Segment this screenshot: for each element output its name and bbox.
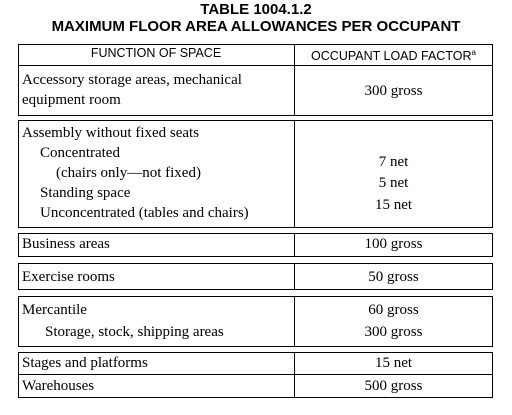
assembly-label: Assembly without fixed seats [22,125,200,141]
assembly-chairs: (chairs only—not fixed) [56,165,201,181]
footnote-marker: a [471,48,476,57]
warehouses-value: 500 gross [364,378,423,394]
assembly-unconcentrated: Unconcentrated (tables and chairs) [40,205,249,221]
exercise-value: 50 gross [368,269,419,285]
mercantile-label: Mercantile [22,302,87,318]
assembly-concentrated: Concentrated [40,145,120,161]
business-value: 100 gross [364,236,423,252]
assembly-concentrated-value: 7 net [378,154,409,170]
table-title: MAXIMUM FLOOR AREA ALLOWANCES PER OCCUPANT [51,18,461,35]
mercantile-value: 60 gross [368,302,419,318]
assembly-standing: Standing space [40,185,131,201]
accessory-label-line1: Accessory storage areas, mechanical [22,72,242,88]
warehouses-label: Warehouses [22,378,95,394]
assembly-unconcentrated-value: 15 net [374,197,413,213]
header-occupant-load-factor [294,43,493,66]
mercantile-storage-value: 300 gross [364,324,423,340]
stages-label: Stages and platforms [22,355,148,371]
accessory-label-line2: equipment room [22,92,121,108]
exercise-label: Exercise rooms [22,269,115,285]
header-function-of-space: FUNCTION OF SPACE [90,46,222,60]
table-number: TABLE 1004.1.2 [200,1,312,18]
mercantile-storage-label: Storage, stock, shipping areas [45,324,224,340]
accessory-value: 300 gross [364,83,423,99]
stages-value: 15 net [374,355,413,371]
assembly-standing-value: 5 net [378,175,409,191]
business-label: Business areas [22,236,110,252]
header-load-factor-text: OCCUPANT LOAD FACTOR [311,49,472,64]
